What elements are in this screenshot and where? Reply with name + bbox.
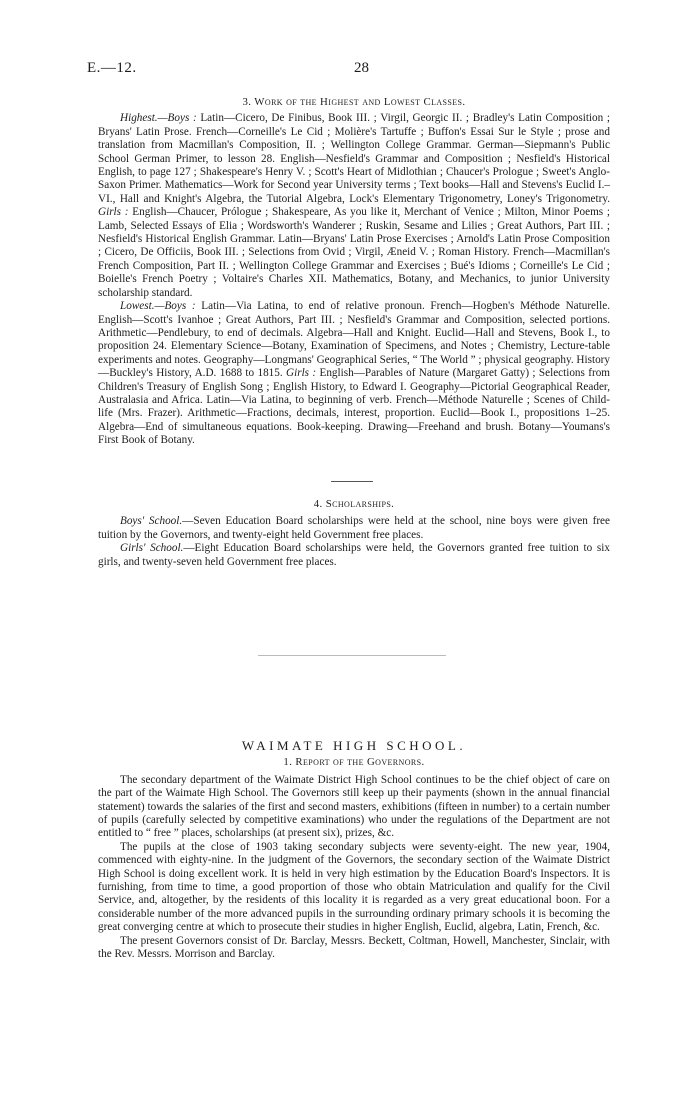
section-4 [98,498,610,569]
section-divider [331,481,373,482]
lowest-girls-lead: Girls : [286,367,317,380]
lowest-girls-text: English—Parables of Nature (Margaret Gatty) ; Selections from Children's Treasury of English Song ; English History, to Edward I. Geography—Pictorial Geographical Reader, Australasia and Africa. Latin—Via Latina, to beginning of verb. French—Méthode Naturelle ; Scenes of Child-life (Mrs. Frazer). Arithmetic—Fractions, decimals, interest, proportion. Euclid—Book I., propositions 1–25. Algebra—End of simultaneous equations. Book-keeping. Drawing—Freehand and brush. Botany—Youmans's First Book of Botany. [98,367,610,447]
lowest-classes-paragraph [98,300,610,447]
page-code: E.—12. [87,60,137,76]
section-3 [98,96,610,448]
waimate-section [98,739,610,962]
highest-boys-lead: Highest.—Boys : [120,112,197,125]
lowest-boys-text: Latin—Via Latina, to end of relative pronoun. French—Hogben's Méthode Naturelle. English—Scott's Ivanhoe ; Great Authors, Part III. ; Nesfield's Grammar and Composition, selected portions. Arithmetic—Pendlebury, to end of decimals. Algebra—Hall and Knight. Euclid—Hall and Stevens, Book I., to proposition 24. Elementary Science—Botany, Examination of Specimens, and Notes ; Chemistry, Lecture-table experiments and notes. Geography—Longmans' Geographical Series, “ The World ” ; physical geography. History—Buckley's History, A.D. 1688 to 1815. [98,300,610,380]
highest-classes-paragraph [98,112,610,300]
waimate-paragraph-2: The pupils at the close of 1903 taking secondary subjects were seventy-eight. The new year, 1904, commenced with eighty-nine. In the judgment of the Governors, the secondary section of the Waimate District High School is doing excellent work. It is held in very high estimation by the Education Board's Inspectors. It is furnishing, from time to time, a good proportion of those who obtain Matriculation and qualify for the Civil Service, and, altogether, by the residents of this locality it is regarded as a very great educational boon. For a considerable number of the more advanced pupils in the surrounding ordinary primary schools it is becoming the great converging centre at which to prosecute their studies in higher English, Euclid, algebra, Latin, French, &c. [98,840,610,934]
waimate-title: WAIMATE HIGH SCHOOL. [241,738,467,753]
boys-school-lead: Boys' School. [120,515,183,528]
waimate-paragraph-1: The secondary department of the Waimate District High School continues to be the chief object of care on the part of the Waimate High School. The Governors still keep up their payments (shown in the annual financial statement) towards the salaries of the first and second masters, exhibitions (fifteen in number) to a certain number of pupils (carefully selected by competitive examinations) who under the regulations of the Department are not entitled to “ free ” places, scholarships (at present six), prizes, &c. [98,773,610,840]
girls-school-lead: Girls' School. [120,542,184,555]
girls-school-text: —Eight Education Board scholarships were held, the Governors granted free tuition to six girls, and twenty-seven held Government free places. [98,542,610,568]
girls-school-paragraph [98,542,610,569]
page-separator [258,655,446,656]
boys-school-text: —Seven Education Board scholarships were held at the school, nine boys were given free tuition by the Governors, and twenty-eight held Government free places. [98,515,610,541]
governors-report-heading: 1. Report of the Governors. [283,756,425,769]
page-number: 28 [354,60,369,76]
highest-girls-lead: Girls : [98,206,129,219]
waimate-paragraph-3: The present Governors consist of Dr. Barclay, Messrs. Beckett, Coltman, Howell, Manchester, Sinclair, with the Rev. Messrs. Morrison and Barclay. [98,934,610,961]
boys-school-paragraph [98,515,610,542]
lowest-boys-lead: Lowest.—Boys : [120,300,196,313]
highest-girls-text: English—Chaucer, Prólogue ; Shakespeare, As you like it, Merchant of Venice ; Milton, Minor Poems ; Lamb, Selected Essays of Elia ; Wordsworth's Wanderer ; Ruskin, Sesame and Lilies ; Great Authors, Part III. ; Nesfield's Historical English Grammar. Latin—Bryans' Latin Prose Exercises ; Arnold's Latin Prose Composition ; Cicero, De Officiis, Book III. ; Selections from Ovid ; Virgil, Æneid V. ; Roman History. French—Macmillan's French Composition, Part II. ; Wellington College Grammar and Exercises ; Bué's Idioms ; Corneille's Le Cid ; Boielle's French Poetry ; Voltaire's Charles XII. Mathematics, Botany, and Mechanics, to junior University scholarship standard. [98,206,610,299]
section-4-heading: 4. Scholarships. [313,498,395,510]
section-3-heading: 3. Work of the Highest and Lowest Classes. [242,96,466,108]
highest-boys-text: Latin—Cicero, De Finibus, Book III. ; Virgil, Georgic II. ; Bradley's Latin Composition ; Bryans' Latin Prose. French—Corneille's Le Cid ; Molière's Tartuffe ; Buffon's Essai Sur le Style ; prose and translation from Macmillan's Composition, II. ; Wellington College Grammar. German—Siepmann's Public School German Primer, to lesson 28. English—Nesfield's Grammar and Composition ; Nesfield's Historical English, to page 127 ; Shakespeare's Henry V. ; Scott's Heart of Midlothian ; Chaucer's Prologue ; Sweet's Anglo-Saxon Primer. Mathematics—Work for Second year University terms ; Text books—Hall and Stevens's Euclid I.–VI., Hall and Knight's Algebra, the Tutorial Algebra, Lock's Elementary Trigonometry, Loney's Trigonometry. [98,112,610,205]
